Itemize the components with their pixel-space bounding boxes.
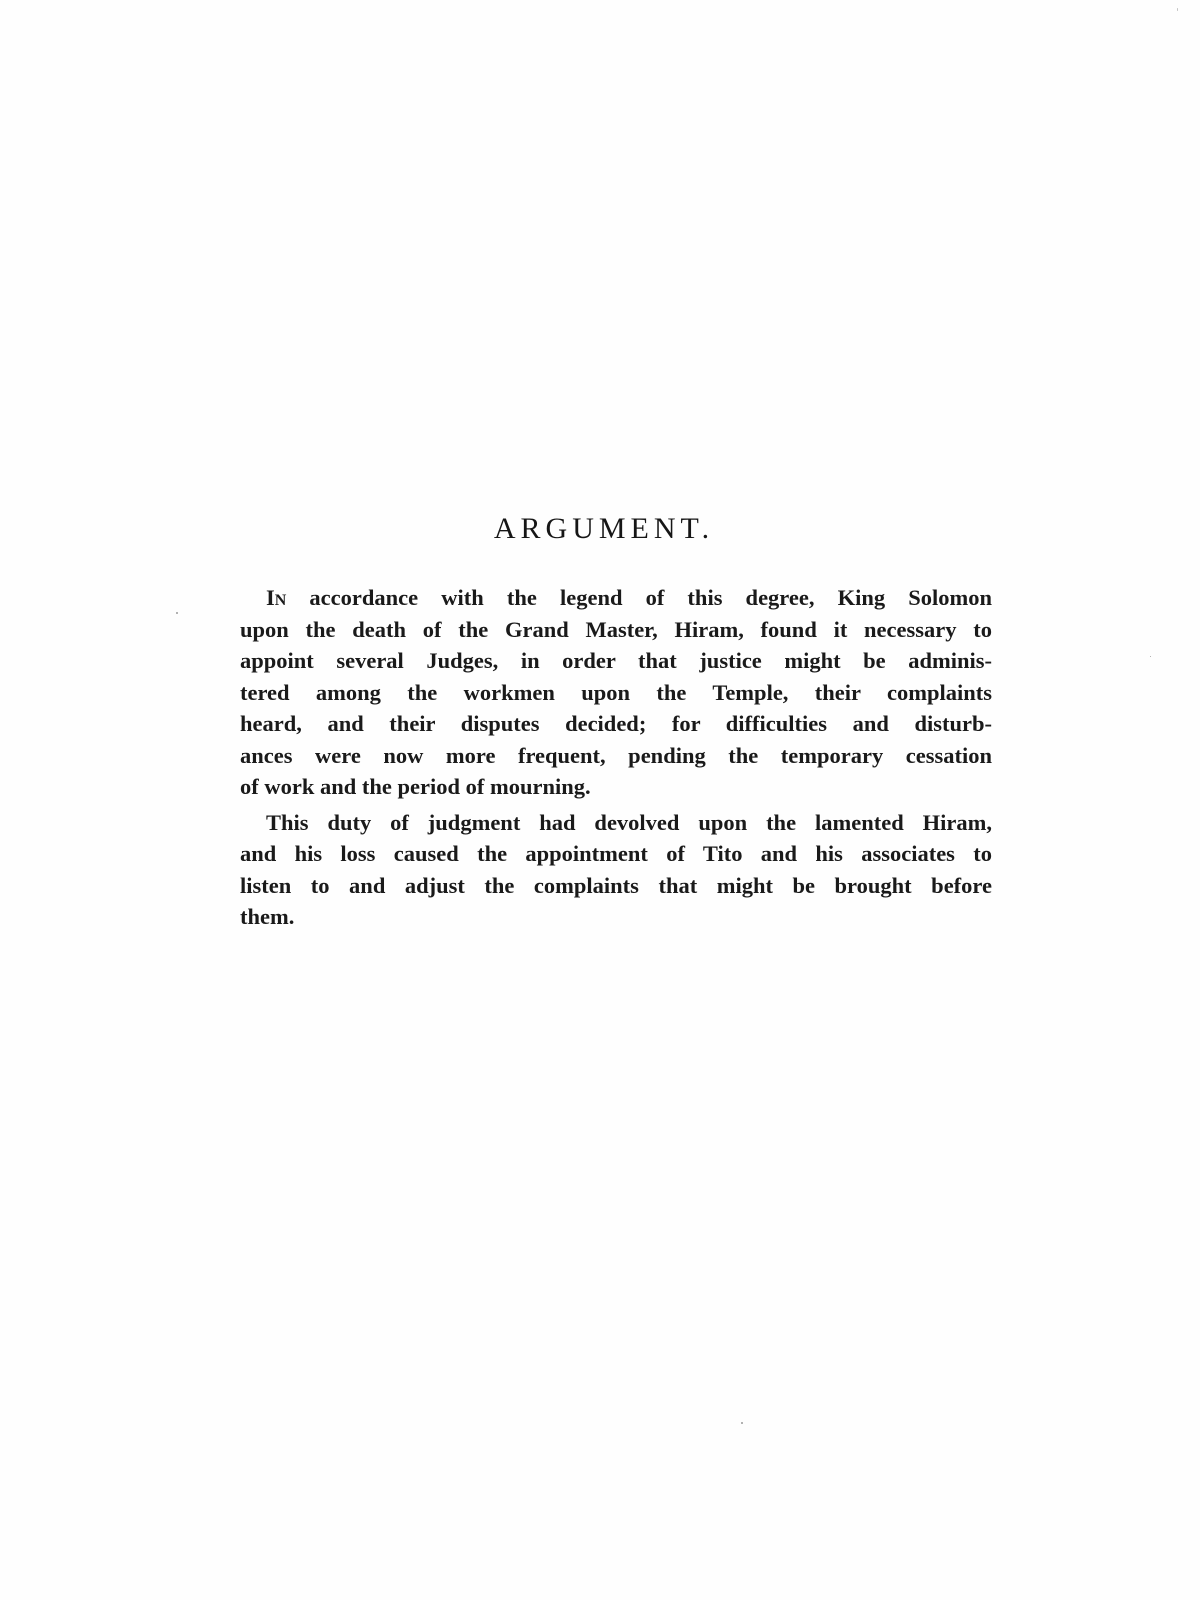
- paragraph-1: [240, 582, 992, 803]
- paragraph-1-line-7: of work and the period of mourning.: [240, 774, 591, 799]
- paper-speck: [176, 612, 178, 614]
- paragraph-2: [240, 807, 992, 933]
- paper-speck: [1177, 8, 1178, 11]
- paragraph-1-line-4: tered among the workmen upon the Temple, their complaints: [240, 679, 992, 705]
- paragraph-2-line-1: This duty of judgment had devolved upon the lamented Hiram,: [266, 809, 992, 835]
- paragraph-1-line-1: [240, 582, 992, 614]
- paragraph-1-line-3: appoint several Judges, in order that justice might be adminis-: [240, 648, 992, 673]
- argument-body: [240, 582, 992, 933]
- paragraph-1-line-6: ances were now more frequent, pending the temporary cessation: [240, 742, 992, 768]
- paragraph-2-line-3: listen to and adjust the complaints that might be brought before: [240, 872, 992, 898]
- paragraph-1-line-5: heard, and their disputes decided; for difficulties and disturb-: [240, 711, 992, 736]
- line-text: accordance with the legend of this degree, King Solomon: [286, 585, 992, 610]
- paragraph-2-line-4: them.: [240, 904, 295, 929]
- page-title: ARGUMENT.: [493, 512, 715, 545]
- paper-speck: [1150, 656, 1151, 657]
- paragraph-1-line-2: upon the death of the Grand Master, Hiram, found it necessary to: [240, 616, 992, 642]
- drop-initial: In: [266, 585, 287, 610]
- paragraph-2-line-2: and his loss caused the appointment of Tito and his associates to: [240, 841, 992, 866]
- paper-speck: [741, 1422, 743, 1424]
